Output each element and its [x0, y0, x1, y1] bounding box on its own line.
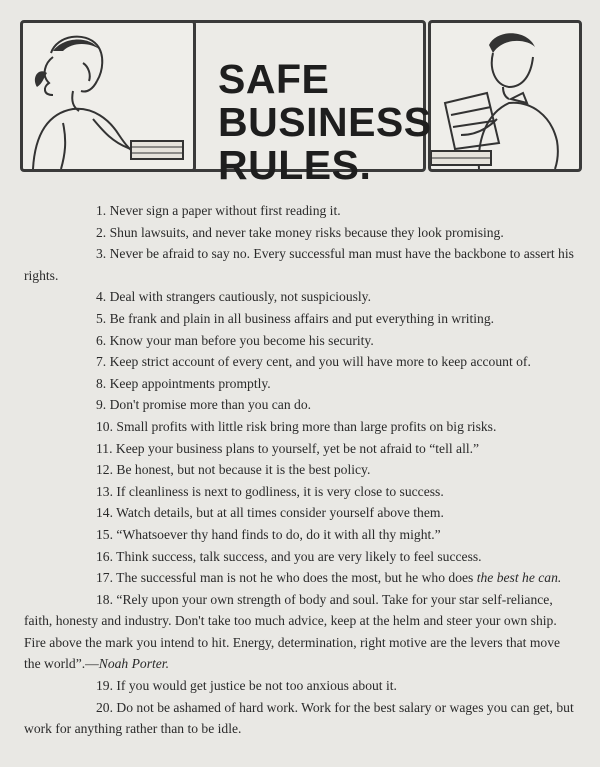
rule-item	[24, 567, 578, 589]
rule-item	[24, 675, 578, 697]
rule-text: Small profits with little risk bring more than large profits on big risks.	[116, 418, 497, 434]
man-reading-illustration	[428, 20, 582, 172]
rule-number: 11.	[96, 440, 113, 456]
rule-item	[24, 438, 578, 460]
title-line-2: BUSINESS	[218, 99, 432, 145]
rule-text: Don't promise more than you can do.	[109, 397, 312, 413]
rule-text: Keep strict account of every cent, and you will have more to keep account of.	[109, 354, 531, 370]
rule-number: 15.	[96, 526, 113, 542]
rule-item	[24, 416, 578, 438]
rule-number: 3.	[96, 246, 107, 262]
rule-text: Think success, talk success, and you are very likely to feel success.	[116, 548, 482, 564]
rule-emphasis: the best he can.	[476, 570, 562, 586]
rule-text: Know your man before you become his security.	[109, 332, 374, 348]
rule-number: 1.	[96, 203, 107, 218]
rule-item	[24, 373, 578, 395]
rule-number: 2.	[96, 224, 107, 240]
rule-text: Keep your business plans to yourself, yet be not afraid to “tell all.”	[115, 440, 480, 456]
rule-text: Never sign a paper without first reading it.	[109, 203, 341, 218]
rule-text: “Rely upon your own strength of body and soul. Take for your star self-reliance, faith, honesty and industry. Don't take too much advice, keep at the helm and steer your own ship. Fire above the mark you intend to hit. Energy, determination, right motive are the levers that move the world”.—	[24, 591, 561, 672]
title-line-1: SAFE	[218, 56, 330, 102]
rule-text: Keep appointments promptly.	[109, 375, 271, 391]
rule-number: 16.	[96, 548, 113, 564]
rule-number: 13.	[96, 483, 113, 499]
rule-number: 6.	[96, 332, 107, 348]
title-line-3: RULES.	[218, 142, 372, 188]
rule-text: Do not be ashamed of hard work. Work for the best salary or wages you can get, but work for anything rather than to be idle.	[24, 699, 574, 737]
rule-item	[24, 459, 578, 481]
rule-number: 19.	[96, 678, 113, 694]
rule-item	[24, 243, 578, 286]
rule-item	[24, 330, 578, 352]
rule-item	[24, 524, 578, 546]
rule-number: 4.	[96, 289, 107, 305]
rule-item	[24, 502, 578, 524]
rule-text: Be honest, but not because it is the best policy.	[116, 462, 371, 478]
rule-item	[24, 308, 578, 330]
rule-text: The successful man is not he who does the most, but he who does	[116, 570, 477, 586]
rule-number: 20.	[96, 699, 113, 715]
rule-number: 10.	[96, 418, 113, 434]
rule-text: If cleanliness is next to godliness, it is very close to success.	[116, 483, 444, 499]
rule-item	[24, 200, 578, 222]
rule-item	[24, 394, 578, 416]
rule-number: 9.	[96, 397, 107, 413]
rule-number: 5.	[96, 310, 107, 326]
rule-item	[24, 589, 578, 675]
rule-text: If you would get justice be not too anxious about it.	[116, 678, 397, 694]
man-figure-drawing	[431, 23, 579, 169]
page-title	[218, 58, 432, 187]
header-illustration	[18, 18, 584, 188]
rule-number: 7.	[96, 354, 107, 370]
rule-item	[24, 546, 578, 568]
woman-reading-illustration	[20, 20, 196, 172]
rule-text: Never be afraid to say no. Every successful man must have the backbone to assert his rights.	[24, 246, 574, 283]
rule-text: “Whatsoever thy hand finds to do, do it with all thy might.”	[116, 526, 441, 542]
rule-text: Deal with strangers cautiously, not suspiciously.	[109, 289, 371, 305]
rule-text: Shun lawsuits, and never take money risks because they look promising.	[109, 224, 504, 240]
rule-number: 12.	[96, 462, 113, 478]
rule-item	[24, 481, 578, 503]
rule-item	[24, 697, 578, 740]
rule-item	[24, 222, 578, 244]
rules-list	[24, 200, 578, 740]
rule-number: 17.	[96, 570, 113, 586]
rule-number: 14.	[96, 505, 113, 521]
rule-text: Watch details, but at all times consider yourself above them.	[116, 505, 444, 521]
rule-number: 8.	[96, 375, 107, 391]
woman-figure-drawing	[23, 23, 193, 169]
rule-text: Be frank and plain in all business affairs and put everything in writing.	[109, 310, 495, 326]
rule-emphasis: Noah Porter.	[98, 656, 169, 672]
rule-item	[24, 351, 578, 373]
rule-item	[24, 286, 578, 308]
rule-number: 18.	[96, 591, 113, 607]
